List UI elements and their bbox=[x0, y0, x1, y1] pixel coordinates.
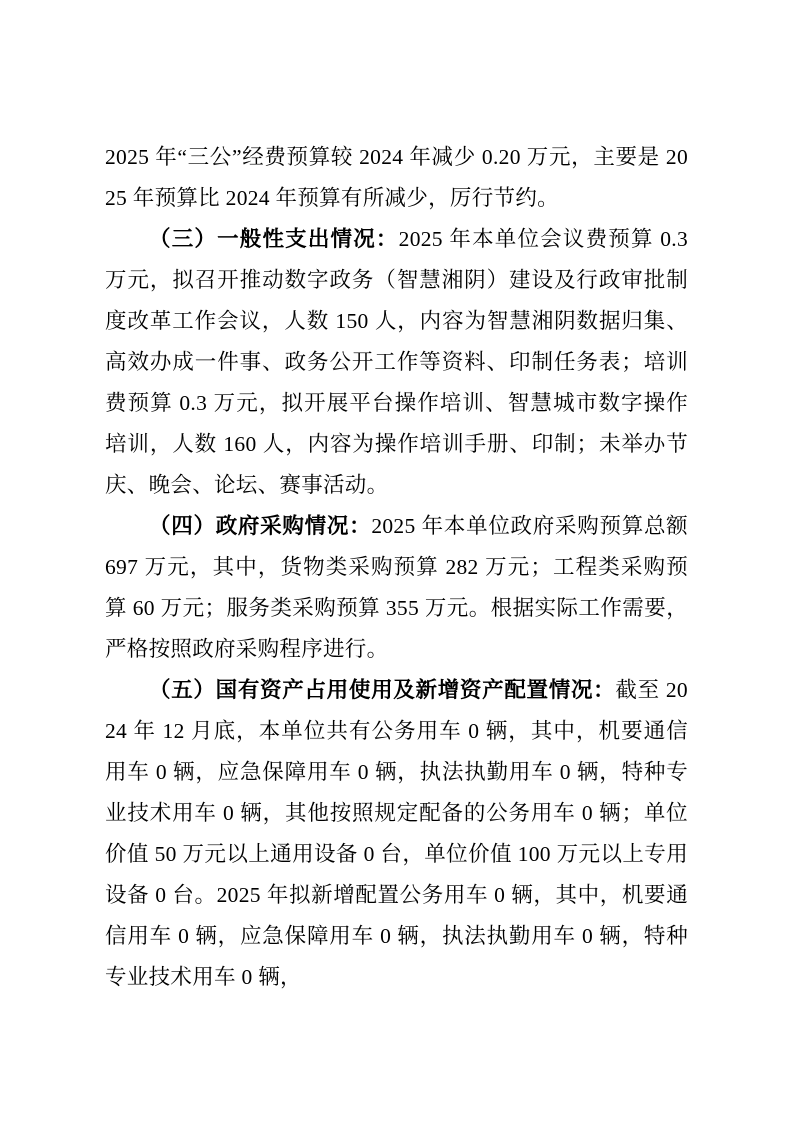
document-body bbox=[105, 137, 688, 998]
paragraph-text: 2025 年本单位政府采购预算总额 697 万元，其中，货物类采购预算 282 万元；工程类采购预算 60 万元；服务类采购预算 355 万元。根据实际工作需要，严格按照政府采购程序进行。 bbox=[105, 514, 688, 661]
paragraph-text: 2025 年本单位会议费预算 0.3 万元，拟召开推动数字政务（智慧湘阴）建设及行政审批制度改革工作会议，人数 150 人，内容为智慧湘阴数据归集、高效办成一件事、政务公开工作等资料、印制任务表；培训费预算 0.3 万元，拟开展平台操作培训、智慧城市数字操作培训，人数 160 人，内容为操作培训手册、印制；未举办节庆、晚会、论坛、赛事活动。 bbox=[105, 227, 688, 497]
paragraph-continuation bbox=[105, 137, 688, 219]
paragraph-section-3-general-expenditure bbox=[105, 219, 688, 506]
paragraph-lead: （三）一般性支出情况： bbox=[149, 227, 399, 251]
paragraph-lead: （五）国有资产占用使用及新增资产配置情况： bbox=[149, 678, 616, 702]
paragraph-lead: （四）政府采购情况： bbox=[149, 514, 372, 538]
paragraph-section-5-state-owned-assets bbox=[105, 670, 688, 998]
paragraph-section-4-government-procurement bbox=[105, 506, 688, 670]
paragraph-text: 截至 2024 年 12 月底，本单位共有公务用车 0 辆，其中，机要通信用车 0 辆，应急保障用车 0 辆，执法执勤用车 0 辆，特种专业技术用车 0 辆，其他按照规定配备的公务用车 0 辆；单位价值 50 万元以上通用设备 0 台，单位价值 100 万元以上专用设备 0 台。2025 年拟新增配置公务用车 0 辆，其中，机要通信用车 0 辆，应急保障用车 0 辆，执法执勤用车 0 辆，特种专业技术用车 0 辆， bbox=[105, 678, 688, 989]
paragraph-text: 2025 年“三公”经费预算较 2024 年减少 0.20 万元，主要是 2025 年预算比 2024 年预算有所减少，厉行节约。 bbox=[105, 145, 688, 210]
